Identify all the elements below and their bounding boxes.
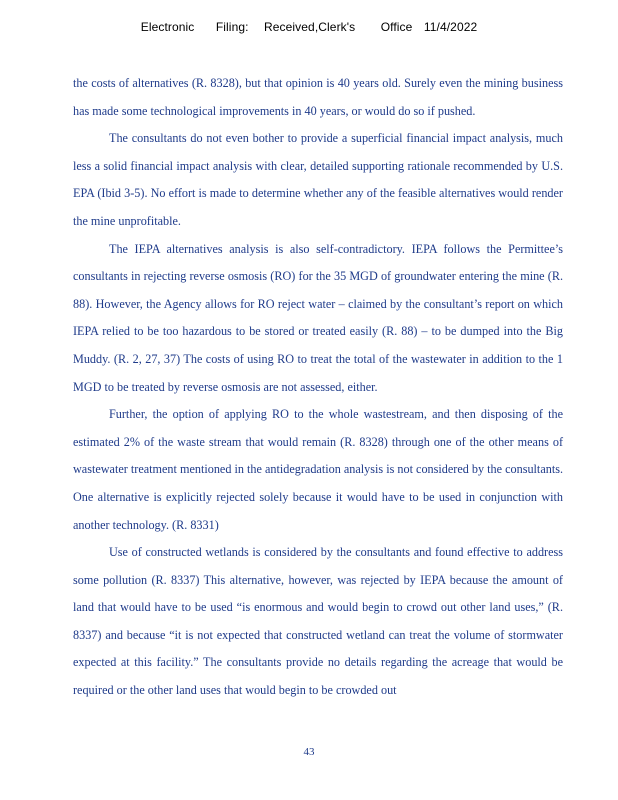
paragraph: Further, the option of applying RO to the whole wastestream, and then disposing of the estimated 2% of the waste stream that would remain (R. 8328) through one of the other means of wastewater treatment mentioned in the antidegradation analysis is not considered by the consultants. One alternative is explicitly rejected solely because it would have to be used in conjunction with another technology. (R. 8331) — [73, 407, 563, 532]
page-number: 43 — [303, 746, 315, 758]
paragraph: The IEPA alternatives analysis is also self-contradictory. IEPA follows the Permittee’s consultants in rejecting reverse osmosis (RO) for the 35 MGD of groundwater entering the mine (R. 88). However, the Agency allows for RO reject water – claimed by the consultant’s report on which IEPA relied to be too hazardous to be stored or treated easily (R. 88) – to be dumped into the Big Muddy. (R. 2, 27, 37) The costs of using RO to treat the total of the wastewater in addition to the 1 MGD to be treated by reverse osmosis are not assessed, either. — [73, 241, 563, 394]
document-body — [73, 70, 563, 705]
header-electronic: Electronic — [140, 20, 195, 34]
paragraph: Use of constructed wetlands is considered by the consultants and found effective to address some pollution (R. 8337) This alternative, however, was rejected by IEPA because the amount of land that would have to be used “is enormous and would begin to crowd out other land uses,” (R. 8337) and because “it is not expected that constructed wetland can treat the volume of stormwater expected at this facility.” The consultants provide no details regarding the acreage that would be required or the other land uses that would begin to be crowded out — [73, 545, 563, 698]
filing-header — [0, 20, 618, 34]
header-office: Office — [380, 20, 413, 34]
header-filing: Filing: — [215, 20, 249, 34]
header-date: 11/4/2022 — [423, 20, 478, 34]
header-received: Received,Clerk's — [264, 20, 356, 34]
paragraph-continued: the costs of alternatives (R. 8328), but that opinion is 40 years old. Surely even the mining business has made some technological improvements in 40 years, or would do so if pushed. — [73, 76, 563, 118]
paragraph: The consultants do not even bother to provide a superficial financial impact analysis, much less a solid financial impact analysis with clear, detailed supporting rationale recommended by U.S. EPA (Ibid 3-5). No effort is made to determine whether any of the feasible alternatives would render the mine unprofitable. — [73, 131, 563, 228]
